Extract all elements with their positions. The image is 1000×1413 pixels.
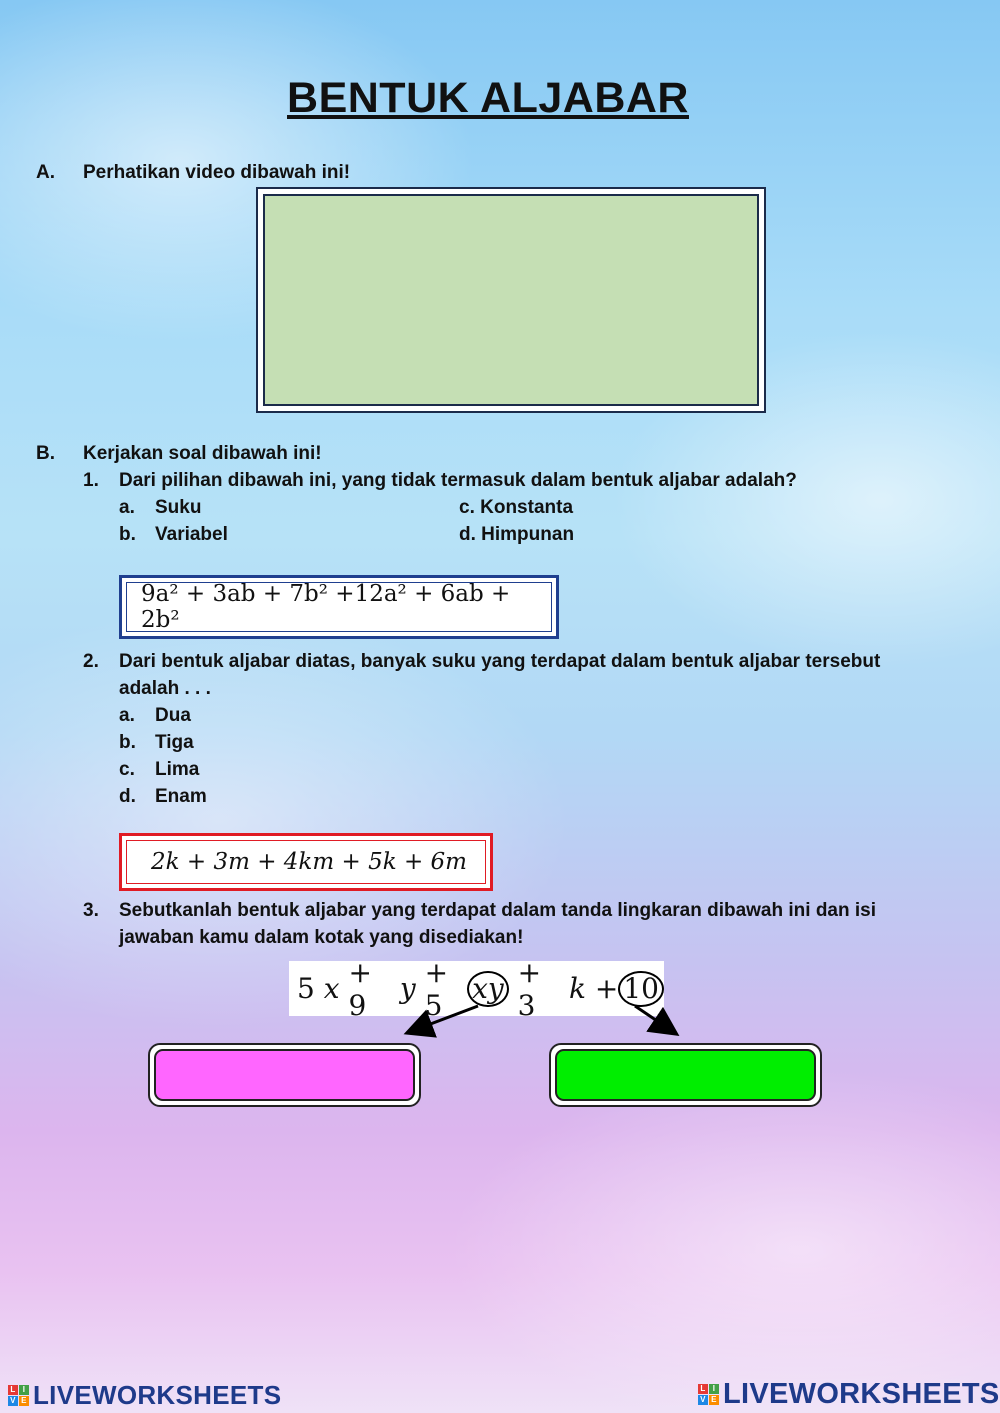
answer-input-right[interactable]	[555, 1049, 816, 1101]
section-a-instruction: Perhatikan video dibawah ini!	[83, 162, 351, 183]
q2-option-d-letter: d.	[119, 786, 136, 807]
answer-input-left[interactable]	[154, 1049, 415, 1101]
q2-option-a-letter: a.	[119, 705, 135, 726]
footer-logo-right	[698, 1378, 1000, 1411]
formula-2: 2k + 3m + 4km + 5k + 6m	[126, 840, 486, 884]
footer-logo-left	[8, 1380, 281, 1411]
q3-text-line2: jawaban kamu dalam kotak yang disediakan!	[119, 927, 524, 948]
q2-text-line1: Dari bentuk aljabar diatas, banyak suku yang terdapat dalam bentuk aljabar tersebut	[119, 651, 881, 672]
video-frame[interactable]	[256, 187, 766, 413]
formula-box-1	[119, 575, 559, 639]
q2-number: 2.	[83, 651, 99, 672]
q1-option-a-letter: a.	[119, 497, 135, 518]
section-b-letter: B.	[36, 443, 55, 464]
q2-option-c-letter: c.	[119, 759, 135, 780]
q1-option-d[interactable]: d. Himpunan	[459, 524, 575, 545]
q1-option-c[interactable]: c. Konstanta	[459, 497, 574, 518]
q3-number: 3.	[83, 900, 99, 921]
video-placeholder[interactable]	[263, 194, 759, 406]
formula-3-term: + 3	[517, 955, 542, 1022]
arrow-icon	[635, 1006, 672, 1031]
q1-option-b-letter: b.	[119, 524, 136, 545]
footer-logo-text: LIVEWORKSHEETS	[723, 1378, 1000, 1410]
liveworksheets-logo-icon: L I V E	[8, 1385, 29, 1406]
page-title: BENTUK ALJABAR	[287, 74, 689, 122]
arrow-icon	[412, 1006, 478, 1031]
answer-box-right[interactable]	[549, 1043, 822, 1107]
q2-text-line2: adalah . . .	[119, 678, 211, 699]
q3-text-line1: Sebutkanlah bentuk aljabar yang terdapat dalam tanda lingkaran dibawah ini dan isi	[119, 900, 877, 921]
formula-3-var-k: k	[569, 972, 586, 1005]
q2-option-b[interactable]: Tiga	[155, 732, 194, 753]
section-a-letter: A.	[36, 162, 55, 183]
formula-1: 9a² + 3ab + 7b² +12a² + 6ab + 2b²	[126, 582, 552, 632]
footer-logo-text: LIVEWORKSHEETS	[33, 1380, 282, 1410]
q1-text: Dari pilihan dibawah ini, yang tidak termasuk dalam bentuk aljabar adalah?	[119, 470, 797, 491]
formula-box-2	[119, 833, 493, 891]
liveworksheets-logo-icon: L I V E	[698, 1384, 719, 1405]
formula-3-term: + 5	[424, 955, 449, 1022]
q1-option-a[interactable]: Suku	[155, 497, 202, 518]
q1-number: 1.	[83, 470, 99, 491]
q2-option-c[interactable]: Lima	[155, 759, 200, 780]
q2-option-d[interactable]: Enam	[155, 786, 207, 807]
q2-option-a[interactable]: Dua	[155, 705, 191, 726]
formula-3-var-y: y	[399, 972, 416, 1005]
section-b-instruction: Kerjakan soal dibawah ini!	[83, 443, 322, 464]
formula-3-var-x: x	[323, 972, 340, 1005]
formula-3-circled-10: 10	[618, 971, 664, 1007]
formula-3-term: + 9	[348, 955, 372, 1022]
formula-3-term: +	[594, 972, 619, 1005]
formula-3-circled-xy: xy	[467, 971, 509, 1007]
q1-option-b[interactable]: Variabel	[155, 524, 228, 545]
answer-box-left[interactable]	[148, 1043, 421, 1107]
q2-option-b-letter: b.	[119, 732, 136, 753]
formula-3-term: 5	[297, 972, 315, 1005]
arrows	[380, 995, 700, 1045]
